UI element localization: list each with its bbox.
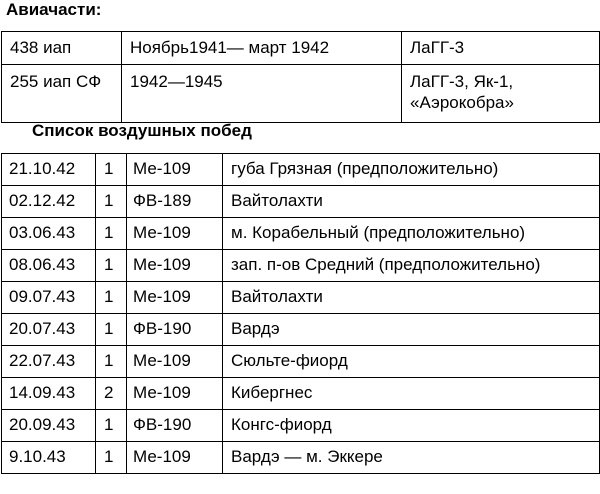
count-cell: 1 — [96, 218, 127, 250]
table-row — [2, 410, 600, 442]
aircraft-type-cell: Ме-109 — [127, 282, 223, 314]
aircraft-cell: ЛаГГ-3, Як-1, «Аэрокобра» — [402, 65, 600, 123]
aircraft-cell: ЛаГГ-3 — [402, 32, 600, 65]
date-cell: 03.06.43 — [2, 218, 96, 250]
aircraft-type-cell: Ме-109 — [127, 154, 223, 186]
table-row — [2, 442, 600, 474]
table-row — [2, 314, 600, 346]
place-cell: Кибергнес — [223, 378, 600, 410]
place-cell: Вайтолахти — [223, 186, 600, 218]
place-cell: Сюльте-фиорд — [223, 346, 600, 378]
aircraft-type-cell: Ме-109 — [127, 218, 223, 250]
count-cell: 1 — [96, 410, 127, 442]
table-row — [2, 250, 600, 282]
period-cell: 1942—1945 — [122, 65, 402, 123]
count-cell: 1 — [96, 186, 127, 218]
table-row — [2, 154, 600, 186]
period-cell: Ноябрь1941— март 1942 — [122, 32, 402, 65]
count-cell: 1 — [96, 314, 127, 346]
victories-table — [1, 153, 600, 474]
date-cell: 09.07.43 — [2, 282, 96, 314]
place-cell: Конгс-фиорд — [223, 410, 600, 442]
unit-cell: 255 иап СФ — [2, 65, 122, 123]
date-cell: 9.10.43 — [2, 442, 96, 474]
date-cell: 22.07.43 — [2, 346, 96, 378]
aircraft-type-cell: ФВ-189 — [127, 186, 223, 218]
count-cell: 1 — [96, 154, 127, 186]
table-row — [2, 346, 600, 378]
aircraft-type-cell: ФВ-190 — [127, 314, 223, 346]
place-cell: губа Грязная (предположительно) — [223, 154, 600, 186]
count-cell: 1 — [96, 282, 127, 314]
place-cell: зап. п-ов Средний (предположительно) — [223, 250, 600, 282]
place-cell: Вайтолахти — [223, 282, 600, 314]
aircraft-type-cell: Ме-109 — [127, 346, 223, 378]
table-row — [2, 218, 600, 250]
table-row — [2, 378, 600, 410]
count-cell: 1 — [96, 442, 127, 474]
date-cell: 02.12.42 — [2, 186, 96, 218]
units-table — [1, 31, 600, 123]
aircraft-type-cell: ФВ-190 — [127, 410, 223, 442]
table-row — [2, 32, 600, 65]
count-cell: 2 — [96, 378, 127, 410]
date-cell: 21.10.42 — [2, 154, 96, 186]
table-row — [2, 186, 600, 218]
table-row — [2, 282, 600, 314]
table-row — [2, 65, 600, 123]
units-heading: Авиачасти: — [6, 0, 102, 19]
aircraft-type-cell: Ме-109 — [127, 378, 223, 410]
place-cell: м. Корабельный (предположительно) — [223, 218, 600, 250]
place-cell: Вардэ — м. Эккере — [223, 442, 600, 474]
place-cell: Вардэ — [223, 314, 600, 346]
count-cell: 1 — [96, 346, 127, 378]
aircraft-type-cell: Ме-109 — [127, 250, 223, 282]
victories-heading: Список воздушных побед — [32, 121, 252, 140]
date-cell: 14.09.43 — [2, 378, 96, 410]
date-cell: 08.06.43 — [2, 250, 96, 282]
aircraft-type-cell: Ме-109 — [127, 442, 223, 474]
date-cell: 20.09.43 — [2, 410, 96, 442]
count-cell: 1 — [96, 250, 127, 282]
date-cell: 20.07.43 — [2, 314, 96, 346]
unit-cell: 438 иап — [2, 32, 122, 65]
